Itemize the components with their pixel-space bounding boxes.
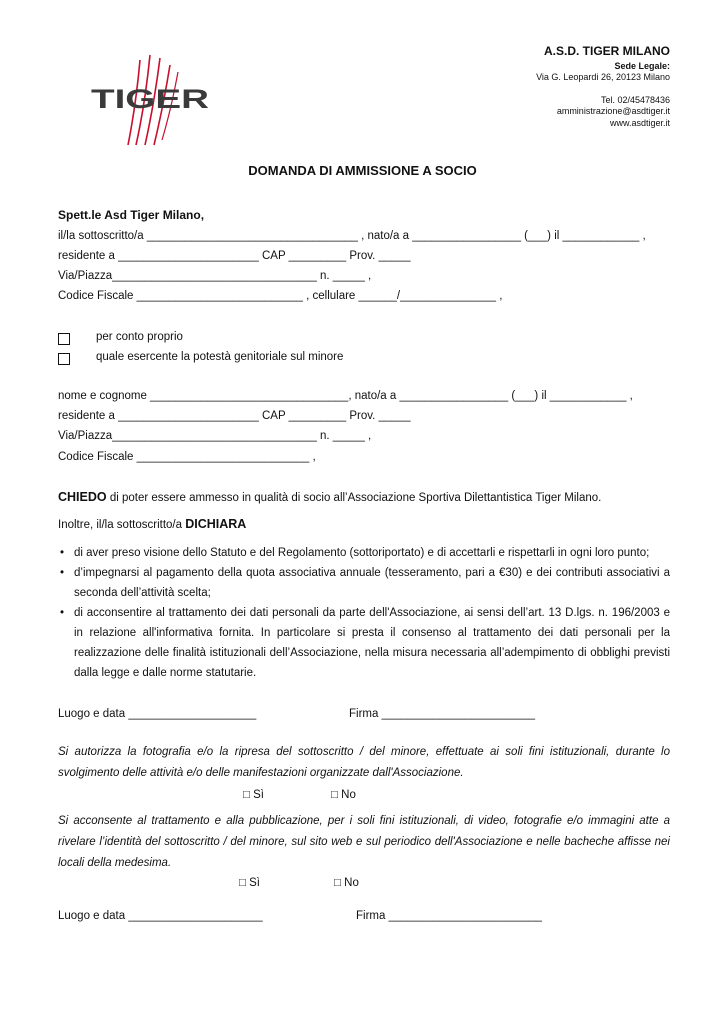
sede-label: Sede Legale:	[614, 61, 670, 71]
form-line-residente-minore[interactable]: residente a ______________________ CAP _________ Prov. _____	[58, 410, 411, 422]
bullet-marker: •	[60, 567, 65, 579]
luogo-data-field-1[interactable]: Luogo e data ____________________	[58, 708, 257, 720]
checkbox-potesta-genitoriale[interactable]	[58, 353, 70, 365]
photo-consent-no[interactable]: □ No	[331, 789, 356, 801]
org-name: A.S.D. TIGER MILANO	[544, 44, 670, 58]
dichiara-keyword: DICHIARA	[185, 517, 247, 531]
bullet-privacy: di acconsentire al trattamento dei dati personali da parte dell'Associazione, ai sensi dell’art. 13 D.lgs. n. 196/2003 e in relazione all'informativa fornita. In particolare si presta il consenso al trattamento dei dati personali per la realizzazione delle finalità istituzionali dell’Associazione, nella misura necessaria all’adempimento di obblighi previsti dalla legge e dalle norme statutarie.	[74, 607, 670, 679]
page-title: DOMANDA DI AMMISSIONE A SOCIO	[248, 163, 477, 178]
inoltre-text: Inoltre, il/la sottoscritto/a	[58, 519, 186, 531]
bullet-statuto: di aver preso visione dello Statuto e del Regolamento (sottoriportato) e di accettarli e rispettarli in ogni loro punto;	[74, 547, 650, 559]
checkbox-conto-proprio[interactable]	[58, 333, 70, 345]
photo-consent-yes[interactable]: □ Sì	[243, 789, 265, 801]
publish-consent-no[interactable]: □ No	[334, 877, 359, 889]
option-label-potesta-genitoriale: quale esercente la potestà genitoriale sul minore	[96, 351, 344, 363]
address: Via G. Leopardi 26, 20123 Milano	[536, 72, 670, 82]
chiedo-keyword: CHIEDO	[58, 490, 107, 504]
photo-consent-text: Si autorizza la fotografia e/o la ripresa del sottoscritto / del minore, effettuate ai soli fini istituzionali, durante lo svolgimento delle attività e/o delle manifestazioni organizzate dall'Associazione.	[58, 746, 670, 779]
firma-field-2[interactable]: Firma ________________________	[356, 910, 543, 922]
bullet-pagamento: d’impegnarsi al pagamento della quota associativa annuale (tesseramento, pari a €30) e dei contributi associativi a seconda dell’attività scelta;	[74, 567, 670, 599]
bullet-marker: •	[60, 547, 65, 559]
firma-field-1[interactable]: Firma ________________________	[349, 708, 536, 720]
email: amministrazione@asdtiger.it	[556, 106, 670, 116]
logo-text: TIGER	[91, 84, 209, 114]
option-label-conto-proprio: per conto proprio	[96, 331, 183, 343]
tiger-logo	[88, 50, 218, 150]
luogo-data-field-2[interactable]: Luogo e data _____________________	[58, 910, 263, 922]
publish-consent-text: Si acconsente al trattamento e alla pubblicazione, per i soli fini istituzionali, di video, fotografie e/o immagini atte a rivelare l’identità del sottoscritto / del minore, sul sito web e sul periodico dell'Associazione e nelle bacheche affisse nei locali della medesima.	[58, 815, 670, 869]
website: www.asdtiger.it	[609, 118, 670, 128]
bullet-marker: •	[60, 607, 65, 619]
tiger-claw-icon	[88, 50, 218, 150]
form-line-residente[interactable]: residente a ______________________ CAP _________ Prov. _____	[58, 250, 411, 262]
form-line-via-minore[interactable]: Via/Piazza________________________________ n. _____ ,	[58, 430, 372, 442]
salutation: Spett.le Asd Tiger Milano,	[58, 208, 205, 222]
form-line-via[interactable]: Via/Piazza________________________________ n. _____ ,	[58, 270, 372, 282]
form-line-nome-cognome[interactable]: nome e cognome _______________________________, nato/a a _________________ (___) il ____________ ,	[58, 390, 633, 402]
dichiara-paragraph	[58, 517, 246, 532]
form-line-codice-fiscale-minore[interactable]: Codice Fiscale ___________________________ ,	[58, 451, 316, 463]
chiedo-paragraph	[58, 490, 601, 505]
chiedo-text: di poter essere ammesso in qualità di socio all’Associazione Sportiva Dilettantistica Tiger Milano.	[106, 492, 602, 504]
form-line-sottoscritto[interactable]: il/la sottoscritto/a _________________________________ , nato/a a _________________ (___) il ____________ ,	[58, 230, 646, 242]
form-line-codice-fiscale[interactable]: Codice Fiscale __________________________ , cellulare ______/_______________ ,	[58, 290, 503, 302]
publish-consent-yes[interactable]: □ Sì	[239, 877, 261, 889]
telephone: Tel. 02/45478436	[600, 95, 670, 105]
